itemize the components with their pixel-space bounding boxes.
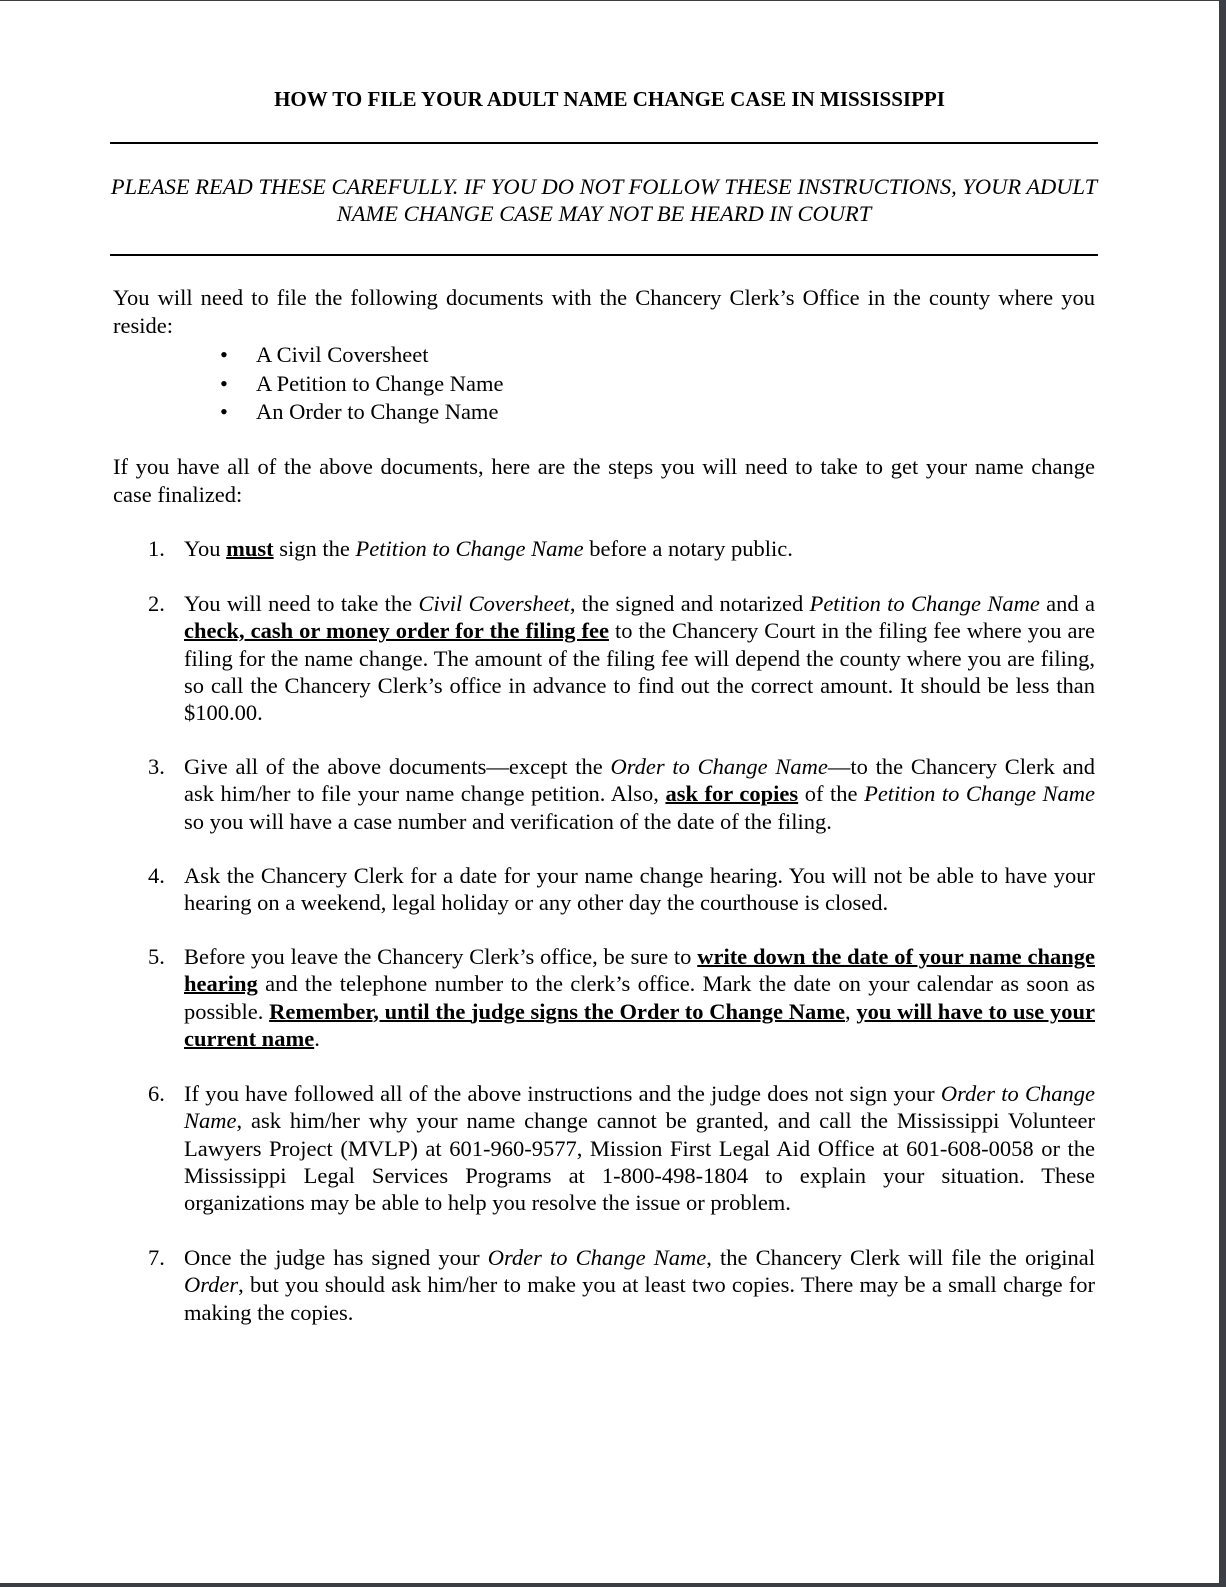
text-run: .	[314, 1025, 320, 1051]
text-run: Give all of the above documents—except the	[184, 754, 611, 779]
step-4	[148, 862, 1095, 917]
document-reference: Order to Change Name	[610, 754, 828, 779]
document-reference: Order	[184, 1272, 239, 1298]
step-number: 4.	[148, 863, 165, 888]
document-reference: Order to Change Name	[184, 1081, 1095, 1134]
document-reference: Petition to Change Name	[355, 536, 584, 561]
text-run: You	[184, 536, 227, 561]
step-number: 1.	[148, 536, 165, 561]
intro-paragraph: You will need to file the following documents with the Chancery Clerk’s Office in the county where you reside:	[113, 285, 1095, 338]
document-item: A Petition to Change Name	[256, 370, 504, 396]
list-item	[220, 398, 503, 427]
text-run: , ask him/her why your name change cannot be granted, and call the Mississippi Volunteer Lawyers Project (MVLP) at 601-960-9577, Mission First Legal Aid Office at 601-608-0058 or the Mississippi Legal Services Programs at 1-800-498-1804 to explain your situation. These organizations may be able to help you resolve the issue or problem.	[184, 1108, 1095, 1216]
text-run: , the signed and notarized	[569, 591, 810, 616]
text-run: so you will have a case number and verification of the date of the filing.	[184, 808, 832, 834]
divider-bottom	[110, 254, 1098, 256]
step-text	[184, 944, 1095, 1051]
text-run: sign the	[273, 536, 356, 561]
step-text	[184, 1245, 1095, 1325]
step-1	[148, 535, 1095, 562]
emphasis-text: must	[226, 536, 274, 561]
step-number: 3.	[148, 754, 165, 779]
text-run: and a	[1039, 591, 1095, 616]
emphasis-text: write down the date of your name change hearing	[184, 944, 1095, 997]
step-text	[184, 754, 1095, 834]
bullet-icon: •	[220, 342, 228, 367]
steps-intro: If you have all of the above documents, here are the steps you will need to take to get your name change case finalized:	[113, 454, 1095, 507]
emphasis-text: Remember, until the judge signs the Order to Change Name	[269, 998, 845, 1024]
warning-notice: PLEASE READ THESE CAREFULLY. IF YOU DO NOT FOLLOW THESE INSTRUCTIONS, YOUR ADULT NAME CHANGE CASE MAY NOT BE HEARD IN COURT	[110, 174, 1098, 226]
emphasis-text: you will have to use your current name	[184, 998, 1095, 1051]
step-5	[148, 943, 1095, 1052]
step-text	[184, 536, 793, 561]
document-reference: Order to Change Name	[487, 1245, 707, 1270]
step-text	[184, 863, 1095, 915]
step-6	[148, 1080, 1095, 1216]
step-number: 5.	[148, 944, 165, 969]
document-reference: Petition to Change Name	[864, 781, 1095, 807]
step-7	[148, 1244, 1095, 1326]
text-run: before a notary public.	[583, 536, 793, 561]
step-number: 2.	[148, 591, 165, 616]
bullet-icon: •	[220, 370, 228, 396]
document-reference: Civil Coversheet	[418, 591, 570, 616]
text-run: , the Chancery Clerk will file the original	[706, 1245, 1095, 1270]
list-item	[220, 370, 503, 399]
step-text	[184, 591, 1095, 725]
emphasis-text: ask for copies	[665, 781, 799, 807]
text-run: You will need to take the	[184, 591, 419, 616]
text-run: If you have followed all of the above instructions and the judge does not sign your	[184, 1081, 941, 1106]
step-number: 7.	[148, 1245, 165, 1270]
document-reference: Petition to Change Name	[809, 591, 1040, 616]
document-title: HOW TO FILE YOUR ADULT NAME CHANGE CASE IN MISSISSIPPI	[274, 87, 945, 111]
documents-list	[220, 341, 503, 427]
list-item	[220, 341, 503, 370]
document-page	[0, 1, 1219, 1583]
text-run: Ask the Chancery Clerk for a date for your name change hearing. You will not be able to have your hearing on a weekend, legal holiday or any other day the courthouse is closed.	[184, 863, 1095, 916]
text-run: , but you should ask him/her to make you at least two copies. There may be a small charge for making the copies.	[184, 1272, 1095, 1325]
document-item: An Order to Change Name	[256, 399, 499, 424]
emphasis-text: check, cash or money order for the filing fee	[184, 618, 609, 644]
text-run: —to the Chancery Clerk and ask him/her to file your name change petition. Also,	[184, 754, 1095, 807]
text-run: to the Chancery Court in the filing fee where you are filing for the name change. The amount of the filing fee will depend the county where you are filing, so call the Chancery Clerk’s office in advance to find out the correct amount. It should be less than $100.00.	[184, 618, 1095, 726]
step-2	[148, 590, 1095, 726]
step-number: 6.	[148, 1081, 165, 1106]
document-item: A Civil Coversheet	[256, 342, 429, 367]
text-run: Once the judge has signed your	[184, 1245, 488, 1270]
text-run: and the telephone number to the clerk’s office. Mark the date on your calendar as soon as possible.	[184, 971, 1095, 1024]
text-run: Before you leave the Chancery Clerk’s office, be sure to	[184, 944, 698, 969]
text-run: of the	[798, 781, 865, 807]
text-run: ,	[844, 998, 857, 1024]
divider-top	[110, 142, 1098, 144]
step-3	[148, 753, 1095, 835]
bullet-icon: •	[220, 399, 228, 424]
step-text	[184, 1081, 1095, 1215]
